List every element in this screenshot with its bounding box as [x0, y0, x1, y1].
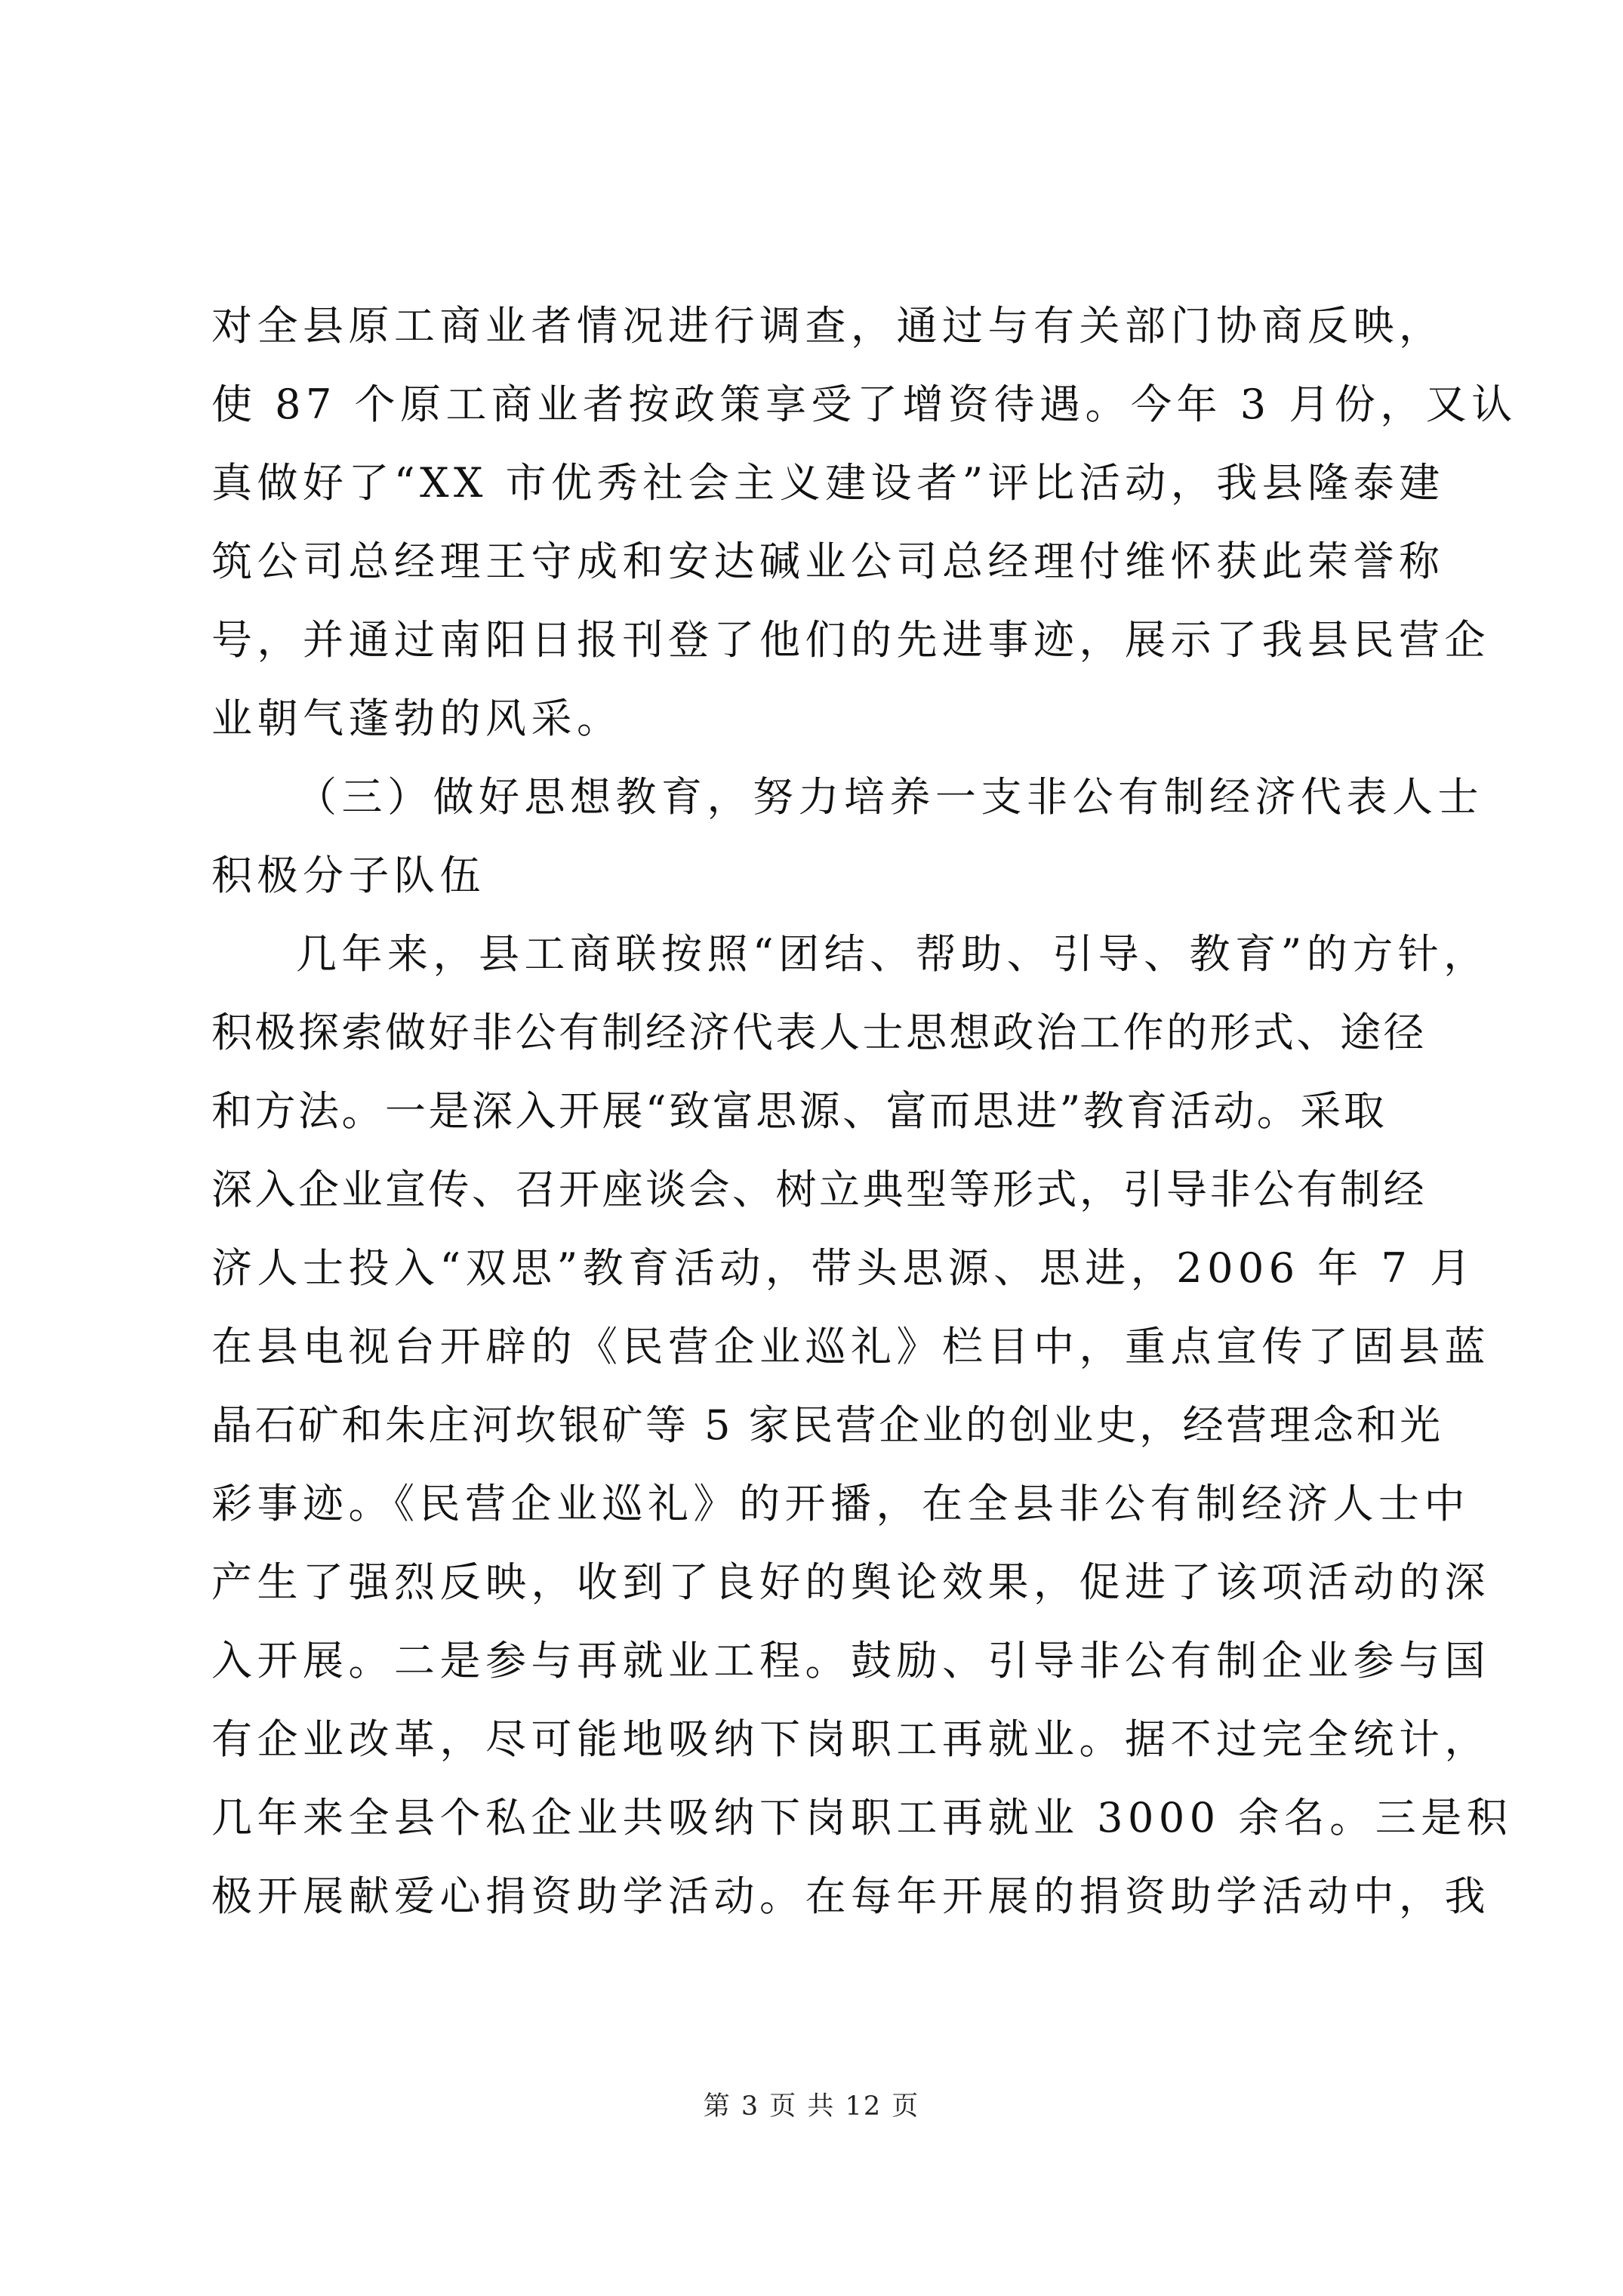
body-line: 在县电视台开辟的《民营企业巡礼》栏目中，重点宣传了固县蓝 [211, 1323, 1490, 1370]
body-line: 使 87 个原工商业者按政策享受了增资待遇。今年 3 月份，又认 [211, 381, 1517, 428]
body-line: 和方法。一是深入开展“致富思源、富而思进”教育活动。采取 [211, 1087, 1387, 1135]
body-line: 晶石矿和朱庄河坎银矿等 5 家民营企业的创业史，经营理念和光 [211, 1401, 1443, 1449]
body-line: 深入企业宣传、召开座谈会、树立典型等形式，引导非公有制经 [211, 1166, 1427, 1213]
body-line: 筑公司总经理王守成和安达碱业公司总经理付维怀获此荣誉称 [211, 538, 1445, 585]
body-line: 几年来，县工商联按照“团结、帮助、引导、教育”的方针， [296, 930, 1489, 978]
section-heading-line: 积极分子队伍 [211, 852, 485, 899]
body-line: 对全县原工商业者情况进行调查，通过与有关部门协商反映， [211, 302, 1445, 350]
body-line: 入开展。二是参与再就业工程。鼓励、引导非公有制企业参与国 [211, 1637, 1490, 1684]
body-line: 济人士投入“双思”教育活动，带头思源、思进，2006 年 7 月 [211, 1244, 1476, 1292]
body-line: 几年来全县个私企业共吸纳下岗职工再就业 3000 余名。三是积 [211, 1794, 1513, 1841]
section-heading-line: （三）做好思想教育，努力培养一支非公有制经济代表人士 [296, 773, 1483, 821]
body-line: 产生了强烈反映，收到了良好的舆论效果，促进了该项活动的深 [211, 1558, 1490, 1606]
body-line: 有企业改革，尽可能地吸纳下岗职工再就业。据不过完全统计， [211, 1715, 1490, 1763]
body-line: 彩事迹。《民营企业巡礼》的开播，在全县非公有制经济人士中 [211, 1480, 1470, 1527]
body-line: 号，并通过南阳日报刊登了他们的先进事迹，展示了我县民营企 [211, 616, 1490, 664]
body-line: 极开展献爱心捐资助学活动。在每年开展的捐资助学活动中，我 [211, 1872, 1490, 1920]
body-line: 真做好了“XX 市优秀社会主义建设者”评比活动，我县隆泰建 [211, 459, 1445, 507]
body-line: 业朝气蓬勃的风采。 [211, 695, 623, 742]
document-body [211, 287, 1517, 1936]
page-number-footer: 第 3 页 共 12 页 [703, 2091, 920, 2122]
body-line: 积极探索做好非公有制经济代表人士思想政治工作的形式、途径 [211, 1009, 1427, 1056]
